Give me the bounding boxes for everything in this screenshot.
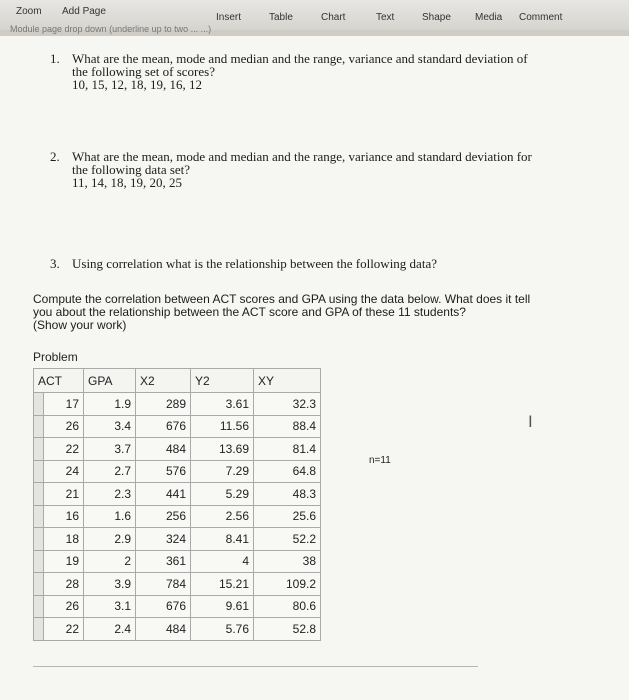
cell-x2[interactable]: 484	[136, 438, 191, 461]
cell-xy[interactable]: 25.6	[254, 505, 321, 528]
row-margin-cell	[34, 483, 44, 506]
cell-x2[interactable]: 289	[136, 393, 191, 416]
add-page-button[interactable]: Add Page	[62, 6, 106, 17]
header-xy: XY	[254, 369, 321, 393]
question-1	[50, 52, 528, 91]
question-1-number: 1.	[50, 51, 60, 66]
cell-x2[interactable]: 484	[136, 618, 191, 641]
table-row	[34, 618, 321, 641]
cell-xy[interactable]: 48.3	[254, 483, 321, 506]
header-y2: Y2	[191, 369, 254, 393]
header-act: ACT	[34, 369, 84, 393]
row-margin-cell	[34, 393, 44, 416]
cell-act[interactable]: 16	[44, 505, 84, 528]
cell-act[interactable]: 26	[44, 415, 84, 438]
cell-y2[interactable]: 5.29	[191, 483, 254, 506]
table-row	[34, 415, 321, 438]
cell-y2[interactable]: 7.29	[191, 460, 254, 483]
cell-act[interactable]: 21	[44, 483, 84, 506]
instructions	[33, 293, 530, 332]
divider	[33, 666, 478, 667]
cell-act[interactable]: 22	[44, 438, 84, 461]
question-2	[50, 150, 532, 189]
cell-act[interactable]: 19	[44, 550, 84, 573]
table-body	[34, 393, 321, 641]
row-margin-cell	[34, 595, 44, 618]
cell-gpa[interactable]: 3.9	[84, 573, 136, 596]
cell-gpa[interactable]: 2.9	[84, 528, 136, 551]
table-row	[34, 393, 321, 416]
cell-act[interactable]: 24	[44, 460, 84, 483]
cell-x2[interactable]: 324	[136, 528, 191, 551]
row-margin-cell	[34, 415, 44, 438]
row-margin-cell	[34, 460, 44, 483]
cell-y2[interactable]: 8.41	[191, 528, 254, 551]
question-2-line1: What are the mean, mode and median and the range, variance and standard deviation for	[72, 149, 532, 164]
question-2-line2: the following data set?	[72, 162, 191, 177]
strip-text: Module page drop down (underline up to two ... ...)	[10, 24, 212, 34]
table-row	[34, 573, 321, 596]
question-2-line3: 11, 14, 18, 19, 20, 25	[72, 175, 183, 190]
text-button[interactable]: Text	[376, 12, 395, 23]
cell-y2[interactable]: 9.61	[191, 595, 254, 618]
cell-y2[interactable]: 3.61	[191, 393, 254, 416]
cell-xy[interactable]: 81.4	[254, 438, 321, 461]
n-label: n=11	[369, 455, 391, 466]
cell-xy[interactable]: 38	[254, 550, 321, 573]
row-margin-cell	[34, 550, 44, 573]
cell-act[interactable]: 17	[44, 393, 84, 416]
cell-xy[interactable]: 88.4	[254, 415, 321, 438]
insert-button[interactable]: Insert	[216, 12, 242, 23]
cell-xy[interactable]: 80.6	[254, 595, 321, 618]
row-margin-cell	[34, 505, 44, 528]
question-3-line1: Using correlation what is the relationship between the following data?	[72, 256, 437, 271]
table-row	[34, 528, 321, 551]
table-header-row	[34, 369, 321, 393]
cell-act[interactable]: 26	[44, 595, 84, 618]
row-margin-cell	[34, 438, 44, 461]
text-cursor-icon: I	[528, 412, 533, 431]
table-button[interactable]: Table	[269, 12, 293, 23]
cell-x2[interactable]: 676	[136, 415, 191, 438]
cell-x2[interactable]: 361	[136, 550, 191, 573]
question-3-number: 3.	[50, 256, 60, 271]
cell-xy[interactable]: 109.2	[254, 573, 321, 596]
cell-x2[interactable]: 784	[136, 573, 191, 596]
comment-button[interactable]: Comment	[519, 12, 563, 23]
chart-button[interactable]: Chart	[321, 12, 346, 23]
instructions-line3: (Show your work)	[33, 318, 127, 332]
cell-xy[interactable]: 64.8	[254, 460, 321, 483]
cell-act[interactable]: 18	[44, 528, 84, 551]
document-page	[0, 36, 629, 700]
table-row	[34, 505, 321, 528]
table-row	[34, 595, 321, 618]
cell-y2[interactable]: 15.21	[191, 573, 254, 596]
cell-y2[interactable]: 2.56	[191, 505, 254, 528]
table-row	[34, 550, 321, 573]
header-gpa: GPA	[84, 369, 136, 393]
question-1-line1: What are the mean, mode and median and the range, variance and standard deviation of	[72, 51, 528, 66]
cell-gpa[interactable]: 2.4	[84, 618, 136, 641]
cell-gpa[interactable]: 3.4	[84, 415, 136, 438]
question-2-number: 2.	[50, 149, 60, 164]
header-x2: X2	[136, 369, 191, 393]
instructions-line1: Compute the correlation between ACT scores and GPA using the data below. What does it tell	[33, 292, 531, 306]
cell-act[interactable]: 28	[44, 573, 84, 596]
cell-x2[interactable]: 256	[136, 505, 191, 528]
table-row	[34, 483, 321, 506]
cell-x2[interactable]: 576	[136, 460, 191, 483]
table-row	[34, 438, 321, 461]
cell-x2[interactable]: 676	[136, 595, 191, 618]
cell-y2[interactable]: 5.76	[191, 618, 254, 641]
media-button[interactable]: Media	[475, 12, 503, 23]
table-row	[34, 460, 321, 483]
cell-xy[interactable]: 52.8	[254, 618, 321, 641]
data-table	[33, 368, 321, 641]
question-1-line2: the following set of scores?	[72, 64, 215, 79]
cell-y2[interactable]: 11.56	[191, 415, 254, 438]
cell-x2[interactable]: 441	[136, 483, 191, 506]
cell-gpa[interactable]: 3.7	[84, 438, 136, 461]
problem-label: Problem	[33, 350, 78, 364]
row-margin-cell	[34, 528, 44, 551]
cell-y2[interactable]: 4	[191, 550, 254, 573]
cell-gpa[interactable]: 2	[84, 550, 136, 573]
cell-gpa[interactable]: 1.6	[84, 505, 136, 528]
cell-gpa[interactable]: 1.9	[84, 393, 136, 416]
shape-button[interactable]: Shape	[422, 12, 451, 23]
cell-gpa[interactable]: 2.7	[84, 460, 136, 483]
question-1-line3: 10, 15, 12, 18, 19, 16, 12	[72, 77, 202, 92]
cell-xy[interactable]: 32.3	[254, 393, 321, 416]
cell-xy[interactable]: 52.2	[254, 528, 321, 551]
cell-act[interactable]: 22	[44, 618, 84, 641]
instructions-line2: you about the relationship between the ACT score and GPA of these 11 students?	[33, 305, 466, 319]
zoom-button[interactable]: Zoom	[16, 6, 42, 17]
row-margin-cell	[34, 573, 44, 596]
cell-gpa[interactable]: 2.3	[84, 483, 136, 506]
row-margin-cell	[34, 618, 44, 641]
cell-y2[interactable]: 13.69	[191, 438, 254, 461]
cell-gpa[interactable]: 3.1	[84, 595, 136, 618]
question-3	[50, 257, 437, 270]
